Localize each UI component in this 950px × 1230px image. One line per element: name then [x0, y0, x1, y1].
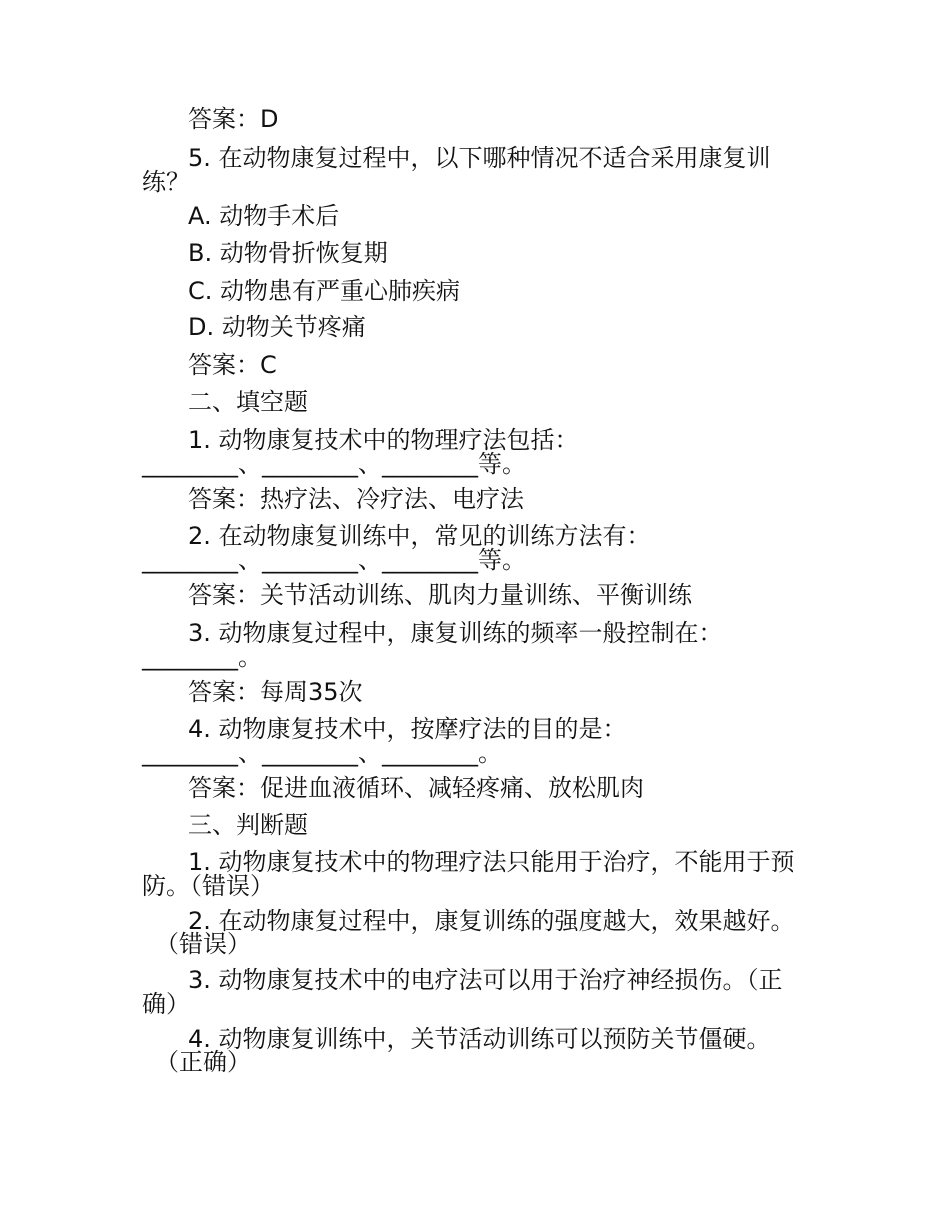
- section-heading: 三、判断题: [188, 811, 308, 839]
- section-heading: 二、填空题: [188, 388, 308, 416]
- question-text: 5. 在动物康复过程中，以下哪种情况不适合采用康复训: [188, 144, 771, 172]
- statement-text: 3. 动物康复技术中的电疗法可以用于治疗神经损伤。（正: [188, 966, 783, 994]
- statement-judgment: （正确）: [155, 1048, 251, 1076]
- statement-text: 1. 动物康复技术中的物理疗法只能用于治疗，不能用于预: [188, 848, 795, 876]
- question-text: 4. 动物康复技术中，按摩疗法的目的是：: [188, 715, 627, 743]
- question-text: 1. 动物康复技术中的物理疗法包括：: [188, 426, 579, 454]
- question-text: 2. 在动物康复训练中，常见的训练方法有：: [188, 522, 651, 550]
- answer-line: 答案：热疗法、冷疗法、电疗法: [188, 485, 524, 513]
- answer-line: 答案：每周35次: [188, 678, 363, 706]
- option-a: A. 动物手术后: [188, 202, 340, 230]
- blank-line: ________。: [142, 643, 262, 671]
- answer-line: 答案：促进血液循环、减轻疼痛、放松肌肉: [188, 774, 644, 802]
- question-text-continued: 练？: [142, 168, 190, 196]
- answer-line: 答案：D: [188, 105, 279, 133]
- option-c: C. 动物患有严重心肺疾病: [188, 277, 461, 305]
- statement-text-continued: 防。（错误）: [142, 872, 274, 900]
- blank-line: ________、________、________等。: [142, 546, 526, 574]
- statement-text-continued: 确）: [142, 990, 190, 1018]
- answer-line: 答案：C: [188, 351, 277, 379]
- statement-text: 4. 动物康复训练中，关节活动训练可以预防关节僵硬。: [188, 1025, 771, 1053]
- question-text: 3. 动物康复过程中，康复训练的频率一般控制在：: [188, 619, 723, 647]
- answer-line: 答案：关节活动训练、肌肉力量训练、平衡训练: [188, 581, 692, 609]
- blank-line: ________、________、________。: [142, 739, 502, 767]
- option-d: D. 动物关节疼痛: [188, 313, 366, 341]
- blank-line: ________、________、________等。: [142, 450, 526, 478]
- option-b: B. 动物骨折恢复期: [188, 239, 388, 267]
- statement-judgment: （错误）: [155, 930, 251, 958]
- statement-text: 2. 在动物康复过程中，康复训练的强度越大，效果越好。: [188, 907, 795, 935]
